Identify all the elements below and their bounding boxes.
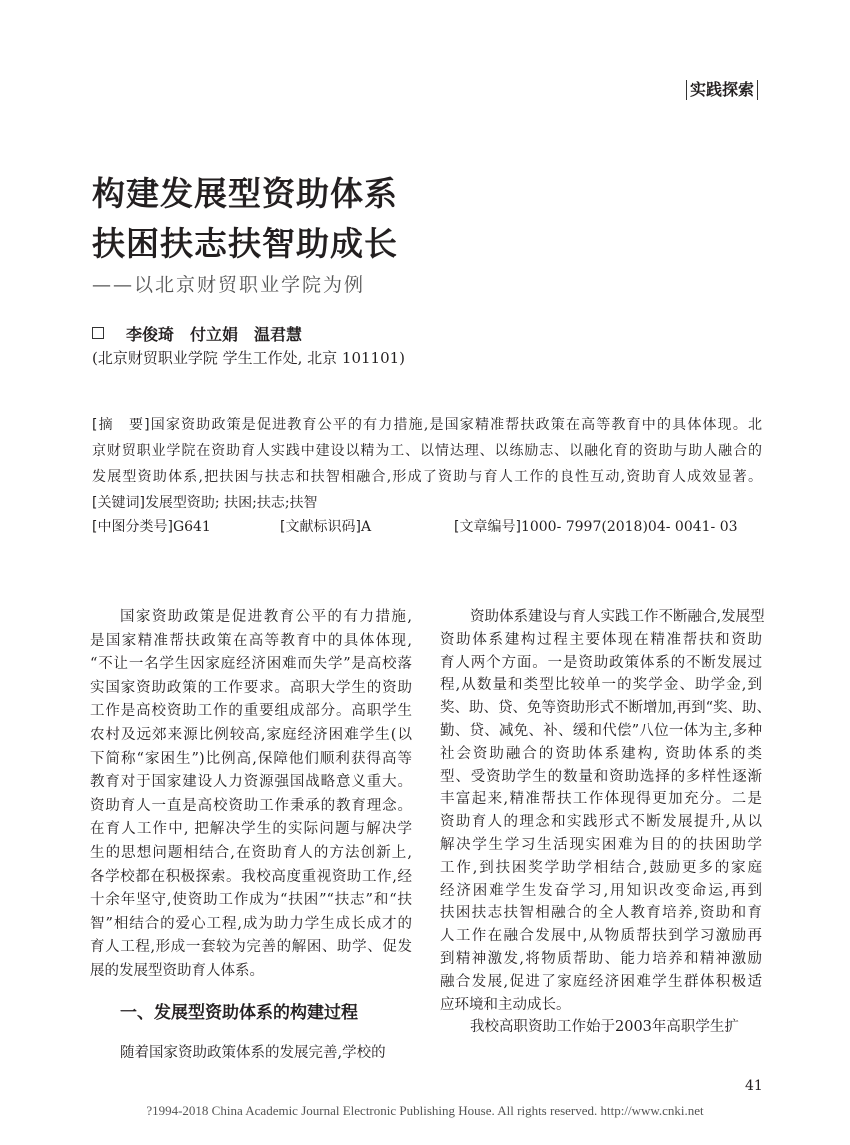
text-line: 型、受资助学生的数量和资助选择的多样性逐渐 [440, 768, 762, 785]
copyright-footer: ?1994-2018 China Academic Journal Electronic Publishing House. All rights reserved. http://www.cnki.net [146, 1103, 704, 1118]
square-bullet-icon [92, 327, 104, 339]
author: 付立娟 [190, 325, 239, 344]
keywords: 发展型资助; 扶困;扶志;扶智 [144, 495, 318, 511]
keywords-label: [关键词] [92, 495, 145, 511]
clc-label: [中图分类号] [92, 519, 173, 535]
text-line: 在育人工作中, 把解决学生的实际问题与解决学 [90, 821, 412, 838]
right-column [440, 606, 772, 1039]
text-line: 育人两个方面。一是资助政策体系的不断发展过 [440, 654, 762, 671]
subtitle: ——以北京财贸职业学院为例 [92, 274, 366, 296]
text-line: 奖、助、贷、免等资助形式不断增加,再到“奖、助、 [440, 700, 772, 717]
authors [92, 322, 318, 345]
text-line: 十余年坚守,使资助工作成为“扶困”“扶志”和“扶 [90, 892, 412, 909]
text-line: 是国家精准帮扶政策在高等教育中的具体体现, [90, 632, 412, 649]
text-line: 融合发展,促进了家庭经济困难学生群体积极适 [440, 973, 762, 990]
affiliation: (北京财贸职业学院 学生工作处, 北京 101101) [92, 349, 406, 367]
doc-label: [文献标识码] [280, 519, 361, 535]
title-line-1: 构建发展型资助体系 [92, 174, 398, 213]
article-label: [文章编号] [454, 519, 521, 535]
text-line: 到精神激发,将物质帮助、能力培养和精神激励 [440, 950, 762, 967]
text-line: 资助育人的理念和实践形式不断发展提升,从以 [440, 814, 762, 831]
abstract-line: 京财贸职业学院在资助育人实践中建设以精为工、以情达理、以练励志、以融化育的资助与助人融合的 [92, 443, 762, 459]
text-line: 社会资助融合的资助体系建构, 资助体系的类 [440, 745, 762, 762]
text-line: 程,从数量和类型比较单一的奖学金、助学金,到 [440, 677, 762, 694]
abstract-label: [摘 要] [92, 417, 150, 433]
text-line: 智”相结合的爱心工程,成为助力学生成长成才的 [90, 915, 412, 932]
text-line: “不让一名学生因家庭经济困难而失学”是高校落 [90, 656, 412, 673]
text-line: 经济困难学生发奋学习,用知识改变命运,再到 [440, 882, 762, 899]
article-value: 1000- 7997(2018)04- 0041- 03 [520, 519, 738, 535]
text-line: 扶困扶志扶智相融合的全人教育培养,资助和育 [440, 905, 762, 922]
left-column [90, 606, 412, 1065]
page-number: 41 [745, 1078, 763, 1094]
text-line: 人工作在融合发展中,从物质帮扶到学习激励再 [440, 928, 762, 945]
text-line: 展的发展型资助育人体系。 [90, 962, 264, 979]
text-line: 工作,到扶困奖学助学相结合,鼓励更多的家庭 [440, 859, 762, 876]
clc-value: G641 [172, 519, 211, 535]
text-line: 下简称“家困生”)比例高,保障他们顺利获得高等 [90, 750, 412, 767]
text-line: 随着国家资助政策体系的发展完善,学校的 [120, 1044, 386, 1061]
title-line-2: 扶困扶志扶智助成长 [92, 224, 398, 263]
abstract-line: 发展型资助体系,把扶困与扶志和扶智相融合,形成了资助与育人工作的良性互动,资助育人成效显著。 [92, 469, 762, 485]
text-line: 教育对于国家建设人力资源强国战略意义重大。 [90, 774, 412, 791]
text-line: 资助体系建构过程主要体现在精准帮扶和资助 [440, 631, 762, 648]
text-line: 工作是高校资助工作的重要组成部分。高职学生 [90, 703, 412, 720]
text-line: 丰富起来,精准帮扶工作体现得更加充分。二是 [440, 791, 762, 808]
text-line: 勤、贷、减免、补、缓和代偿”八位一体为主,多种 [440, 722, 762, 739]
text-line: 农村及远郊来源比例较高,家庭经济困难学生(以 [90, 726, 412, 743]
text-line: 我校高职资助工作始于2003年高职学生扩 [470, 1019, 739, 1036]
author: 李俊琦 [126, 325, 175, 344]
article-meta [92, 516, 772, 540]
text-line: 解决学生学习生活现实困难为目的的扶困助学 [440, 836, 762, 853]
abstract-line: 国家资助政策是促进教育公平的有力措施,是国家精准帮扶政策在高等教育中的具体体现。北 [149, 417, 762, 433]
text-line: 实国家资助政策的工作要求。高职大学生的资助 [90, 679, 412, 696]
text-line: 资助育人一直是高校资助工作秉承的教育理念。 [90, 797, 412, 814]
section-tag: 实践探索 [686, 80, 758, 100]
doc-value: A [360, 519, 372, 535]
text-line: 生的思想问题相结合,在资助育人的方法创新上, [90, 844, 412, 861]
abstract [92, 412, 762, 516]
text-line: 应环境和主动成长。 [440, 996, 571, 1013]
author: 温君慧 [254, 325, 303, 344]
text-line: 资助体系建设与育人实践工作不断融合,发展型 [470, 609, 765, 625]
text-line: 育人工程,形成一套较为完善的解困、助学、促发 [90, 939, 412, 956]
text-line: 国家资助政策是促进教育公平的有力措施, [120, 609, 412, 625]
section-heading: 一、发展型资助体系的构建过程 [120, 1002, 358, 1023]
text-line: 各学校都在积极探索。我校高度重视资助工作,经 [90, 868, 412, 885]
